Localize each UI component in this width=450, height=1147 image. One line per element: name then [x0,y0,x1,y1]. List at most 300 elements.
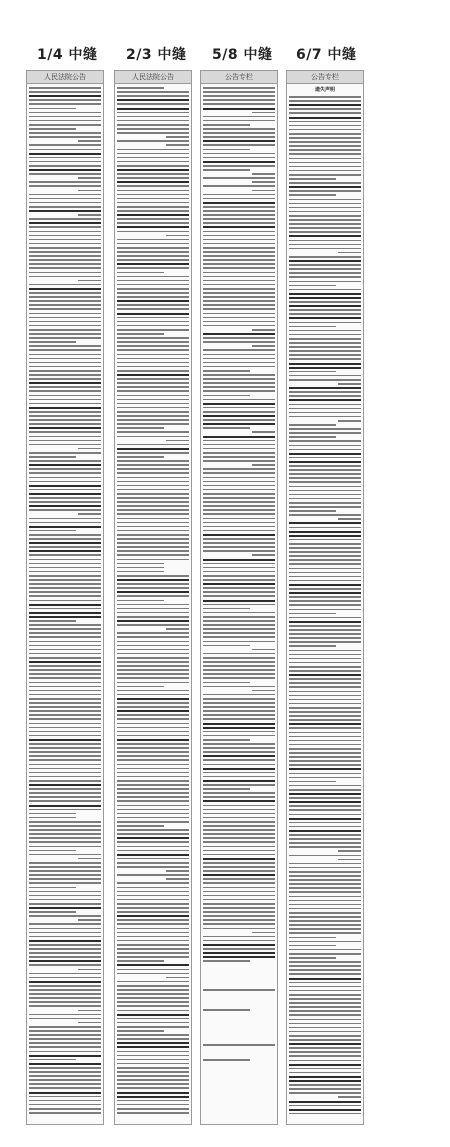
text-line [29,362,101,364]
text-line [289,440,361,442]
text-line [117,366,189,368]
text-line [29,944,101,946]
text-line [203,423,275,425]
text-line [289,211,361,213]
text-line [203,440,275,442]
text-line [117,866,189,868]
text-line [29,452,101,454]
text-line [117,1083,189,1085]
text-line [117,882,189,884]
text-line [289,695,361,697]
text-line [29,542,101,544]
text-line [289,473,361,475]
text-line [203,460,275,462]
text-line [289,412,361,414]
text-line [117,1092,189,1094]
text-line [203,456,275,458]
text-line [29,210,101,212]
text-line [117,735,189,737]
text-line [29,222,101,224]
text-line [203,645,250,647]
text-line [117,456,164,458]
text-line [289,588,361,590]
text-line [29,768,101,770]
text-line [117,969,189,971]
text-line [203,267,275,269]
text-line [289,133,361,135]
text-line [203,559,275,561]
text-line [289,289,361,291]
text-line [29,702,101,704]
text-line [289,699,361,701]
text-line [203,407,275,409]
text-line [117,411,189,413]
text-line [289,469,361,471]
text-line [117,825,164,827]
text-line [289,436,336,438]
text-line [203,288,275,290]
text-line [289,920,361,922]
text-line [203,768,275,770]
text-line [117,292,189,294]
text-line [203,427,250,429]
text-line [203,624,275,626]
text-line [289,322,361,324]
text-line [117,1055,189,1057]
text-line [203,632,275,634]
text-line [117,284,189,286]
text-line [203,149,250,151]
text-line [203,194,275,196]
text-line [203,698,275,700]
text-line [289,256,361,258]
text-line [117,460,189,462]
text-line [289,957,336,959]
text-line [29,850,76,852]
text-line [289,641,361,643]
text-line [289,162,361,164]
text-line [117,259,189,261]
text-line [29,493,101,495]
text-line [289,158,361,160]
text-line [203,735,275,737]
text-line [78,919,101,921]
text-line [117,727,189,729]
text-line [289,916,361,918]
text-line [29,284,101,286]
text-line [203,911,275,913]
text-line [29,636,101,638]
text-line [203,657,275,659]
text-line [29,202,101,204]
text-line [117,1026,189,1028]
text-line [117,444,189,446]
text-line [289,514,361,516]
text-line [203,489,275,491]
text-line [117,497,189,499]
text-line [29,563,101,565]
label-col-4: 6/7 中缝 [296,47,357,63]
text-line [29,403,101,405]
text-line [203,313,275,315]
text-line [289,891,361,893]
text-line [29,632,101,634]
text-line [203,612,275,614]
text-line [117,751,189,753]
text-line [289,486,361,488]
text-line [289,199,361,201]
text-line [289,998,361,1000]
text-line [203,358,275,360]
text-line [203,731,275,733]
text-line [289,125,361,127]
text-line [29,239,101,241]
text-line [289,1047,361,1049]
text-line [117,431,189,433]
text-line [166,870,189,872]
text-line [29,399,101,401]
text-line [29,706,101,708]
text-line [289,887,361,889]
text-line [117,718,189,720]
text-line [289,842,361,844]
text-line [29,575,101,577]
text-line [289,764,361,766]
text-line [289,178,336,180]
text-line [117,723,189,725]
text-line [29,895,101,897]
text-line [29,505,101,507]
text-line [203,136,275,138]
text-line [203,272,275,274]
text-line [289,941,361,943]
text-line [29,661,101,663]
text-line [29,932,101,934]
text-line [29,1096,101,1098]
text-line [117,251,189,253]
text-line [117,616,189,618]
text-line [252,554,275,556]
text-line [289,855,361,857]
text-line [29,682,101,684]
text-line [289,793,361,795]
text-line [29,887,76,889]
text-line [338,850,361,852]
text-line [289,358,361,360]
text-line [289,531,361,533]
text-line [289,760,361,762]
text-line [289,96,361,98]
text-line [29,743,101,745]
text-line [289,494,361,496]
text-line [29,755,101,757]
column-header: 公告专栏 [287,71,363,84]
text-line [289,240,361,242]
text-line [117,399,189,401]
text-line [29,567,101,569]
text-line [289,350,361,352]
text-line [289,227,361,229]
text-line [117,1042,189,1044]
text-line [203,718,275,720]
text-line [289,219,361,221]
text-line [203,673,275,675]
text-line [289,969,361,971]
text-line [29,165,101,167]
text-line [29,149,101,151]
text-line [117,821,189,823]
text-line [117,1075,189,1077]
text-line [29,1001,101,1003]
text-line [29,87,101,89]
text-line [203,948,275,950]
text-line [289,313,361,315]
text-line [117,247,189,249]
text-line [29,526,101,528]
text-line [289,502,361,504]
text-line [203,776,275,778]
text-line [29,124,101,126]
text-line [117,325,189,327]
text-line [117,165,189,167]
text-line [289,912,361,914]
text-line [289,207,361,209]
text-line [203,124,250,126]
text-line [203,858,275,860]
text-line [289,994,361,996]
text-line [289,924,361,926]
text-line [29,407,101,409]
text-line [29,317,101,319]
text-line [203,575,275,577]
text-line [252,190,275,192]
text-line [289,1055,361,1057]
text-line [29,1092,101,1094]
text-line [29,792,101,794]
text-line [29,272,101,274]
text-line [117,329,189,331]
text-line [203,780,275,782]
text-line [29,718,101,720]
text-line [289,715,361,717]
text-line [203,87,275,89]
text-line [203,304,275,306]
text-line [29,132,101,134]
text-line [289,527,361,529]
text-line [29,153,101,155]
text-line [29,354,101,356]
text-line [289,965,361,967]
text-line [29,714,101,716]
text-line [117,669,189,671]
text-line [203,591,275,593]
text-line [29,370,101,372]
text-line [289,604,361,606]
text-line [29,128,76,130]
text-line [289,871,361,873]
text-line [289,1006,361,1008]
text-line [117,915,189,917]
text-line [117,948,189,950]
text-line [289,1002,361,1004]
column-body [201,84,277,1124]
text-line [289,117,361,119]
text-line [289,285,336,287]
text-line [29,977,101,979]
text-line [29,805,101,807]
text-line [117,370,189,372]
text-line [289,568,361,570]
text-line [78,448,101,450]
text-line [29,821,101,823]
text-line [203,153,275,155]
text-line [29,653,101,655]
text-line [203,747,275,749]
text-line [29,911,76,913]
text-line [289,781,336,783]
text-line [117,509,189,511]
text-line [29,608,101,610]
text-line [117,345,189,347]
text-line [289,301,361,303]
text-line [289,1043,361,1045]
text-line [289,1019,361,1021]
text-line [203,989,275,991]
text-line [203,120,275,122]
text-line [203,813,275,815]
text-line [289,666,361,668]
text-line [117,333,164,335]
text-line [289,137,361,139]
text-line [117,1005,189,1007]
text-line [203,157,275,159]
text-line [289,797,361,799]
text-line [29,415,101,417]
text-line [289,461,361,463]
text-line [338,420,361,422]
text-line [203,370,250,372]
text-line [78,190,101,192]
text-line [289,1088,361,1090]
text-line [289,342,361,344]
text-line [117,374,189,376]
text-line [289,777,361,779]
text-line [29,616,101,618]
text-line [29,1075,101,1077]
text-line [203,866,275,868]
text-line [117,321,189,323]
text-line [29,169,101,171]
text-line [203,280,275,282]
text-line [289,617,361,619]
text-line [289,1080,361,1082]
text-line [203,103,275,105]
text-line [289,457,361,459]
text-line [117,477,189,479]
text-line [117,796,189,798]
text-line [203,878,275,880]
text-line [289,883,361,885]
text-line [289,580,361,582]
text-line [117,538,189,540]
text-line [29,321,101,323]
text-line [117,587,189,589]
text-line [289,662,361,664]
text-line [203,600,275,602]
text-line [117,682,189,684]
text-line [117,140,189,142]
text-line [117,714,189,716]
text-line [117,1100,189,1102]
text-line [289,272,361,274]
text-line [203,501,275,503]
text-line [289,773,361,775]
column-1 [26,70,104,1125]
text-line [203,341,275,343]
text-line [117,706,189,708]
text-line [203,895,275,897]
text-line [117,686,164,688]
text-line [203,636,275,638]
text-line [29,259,101,261]
text-line [117,907,189,909]
text-line [203,509,275,511]
text-line [117,911,189,913]
text-line [289,539,361,541]
text-line [117,452,189,454]
text-line [203,251,275,253]
text-line [117,1104,189,1106]
text-line [117,1018,189,1020]
text-line [203,497,275,499]
text-line [289,330,361,332]
text-line [203,378,275,380]
text-line [117,177,189,179]
text-line [117,903,189,905]
text-line [117,612,189,614]
text-line [203,144,275,146]
text-line [29,862,101,864]
text-line [78,1010,101,1012]
text-line [203,99,275,101]
text-line [289,379,361,381]
text-line [289,293,361,295]
text-line [203,755,275,757]
text-line [29,472,101,474]
text-line [29,333,101,335]
text-line [117,1022,189,1024]
text-line [29,595,101,597]
text-line [289,445,361,447]
text-line [289,387,361,389]
text-line [289,490,361,492]
text-line [117,989,189,991]
text-line [29,550,101,552]
text-line [289,658,361,660]
text-line [29,157,101,159]
text-line [29,530,76,532]
column-body [115,84,191,1124]
text-line [289,391,361,393]
text-line [29,829,101,831]
text-line [117,308,189,310]
text-line [203,165,275,167]
text-line [29,960,101,962]
text-line [29,690,101,692]
text-line [29,1030,101,1032]
text-line [117,386,189,388]
text-line [29,243,101,245]
